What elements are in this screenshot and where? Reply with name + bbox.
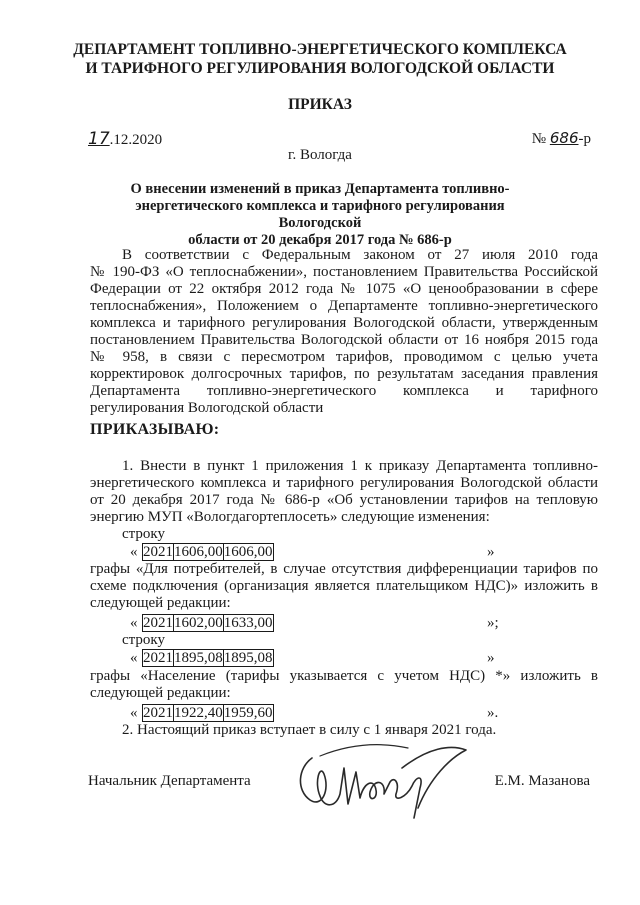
city: г. Вологда	[288, 147, 352, 163]
preamble-line: Федерации от 22 октября 2012 года № 1075 «О ценообразовании в сфере	[90, 281, 598, 297]
graph-2-paragraph	[90, 668, 598, 702]
graph-2-line: графы «Население (тарифы указывается с учетом НДС) *» изложить в	[90, 668, 598, 684]
item-1-line: от 20 декабря 2017 года № 686-р «Об установлении тарифов на тепловую	[90, 492, 598, 508]
row-label: строку	[122, 526, 165, 542]
quote-open: «	[130, 615, 138, 631]
preamble-line: регулирования Вологодской области	[90, 400, 324, 416]
preamble-line: постановлением Правительства Вологодской области от 16 ноября 2015 года	[90, 332, 598, 348]
preamble-line: теплоснабжения», Положением о Департаменте топливно-энергетического	[90, 298, 598, 314]
preamble-line: В соответствии с Федеральным законом от 27 июля 2010 года	[122, 247, 598, 263]
quote-close: »;	[487, 615, 499, 631]
quote-open: «	[130, 650, 138, 666]
signatory-position: Начальник Департамента	[88, 773, 251, 789]
item-1-line: 1. Внести в пункт 1 приложения 1 к приказу Департамента топливно-	[122, 458, 598, 474]
date-handwritten-day: 17	[88, 129, 110, 149]
tariff-table	[142, 543, 274, 561]
department-header	[0, 40, 640, 78]
value-cell: 1895,08	[223, 650, 273, 666]
graph-1-line: следующей редакции:	[90, 595, 231, 611]
preamble-line: № 190-ФЗ «О теплоснабжении», постановлением Правительства Российской	[90, 264, 598, 280]
subject-line: О внесении изменений в приказ Департамента топливно-	[130, 181, 510, 197]
document-type: ПРИКАЗ	[288, 96, 352, 113]
quote-close: ».	[487, 705, 499, 721]
item-2-line: 2. Настоящий приказ вступает в силу с 1 января 2021 года.	[122, 722, 497, 738]
graph-1-line: схеме подключения (организация является плательщиком НДС)» изложить в	[90, 578, 598, 594]
subject-line: энергетического комплекса и тарифного регулирования Вологодской	[135, 198, 505, 231]
preamble-paragraph	[90, 247, 598, 417]
order-word: ПРИКАЗЫВАЮ:	[90, 421, 220, 438]
number-suffix: -р	[578, 131, 591, 147]
year-cell: 2021	[143, 615, 173, 631]
date-suffix: .12.2020	[109, 132, 163, 148]
quote-open: «	[130, 544, 138, 560]
value-cell: 1959,60	[223, 705, 273, 721]
number-handwritten: 686	[549, 129, 579, 147]
item-1-line: энергетического комплекса и тарифного регулирования Вологодской области	[90, 475, 598, 491]
tariff-table	[142, 704, 274, 722]
handwritten-signature	[290, 738, 480, 833]
preamble-line: Департамента топливно-энергетического комплекса и тарифного	[90, 383, 598, 399]
graph-1-paragraph	[90, 561, 598, 612]
order-number	[532, 129, 591, 148]
quote-open: «	[130, 705, 138, 721]
year-cell: 2021	[143, 705, 173, 721]
number-prefix: №	[531, 131, 547, 147]
value-cell: 1922,40	[174, 705, 223, 721]
signatory-name: Е.М. Мазанова	[494, 773, 590, 789]
department-line-2: И ТАРИФНОГО РЕГУЛИРОВАНИЯ ВОЛОГОДСКОЙ ОБЛАСТИ	[85, 60, 555, 77]
year-cell: 2021	[143, 650, 173, 666]
order-subject	[120, 181, 520, 249]
tariff-table	[142, 614, 274, 632]
value-cell: 1606,00	[223, 544, 273, 560]
year-cell: 2021	[143, 544, 173, 560]
item-2-paragraph	[90, 722, 598, 739]
tariff-table	[142, 649, 274, 667]
item-1-line: энергию МУП «Вологдагортеплосеть» следующие изменения:	[90, 509, 490, 525]
quote-close: »	[487, 650, 495, 666]
value-cell: 1895,08	[174, 650, 223, 666]
value-cell: 1602,00	[174, 615, 223, 631]
graph-1-line: графы «Для потребителей, в случае отсутствия дифференциации тарифов по	[90, 561, 598, 577]
item-1-paragraph	[90, 458, 598, 526]
value-cell: 1606,00	[174, 544, 223, 560]
department-line-1: ДЕПАРТАМЕНТ ТОПЛИВНО-ЭНЕРГЕТИЧЕСКОГО КОМПЛЕКСА	[73, 41, 567, 58]
preamble-line: комплекса и тарифного регулирования Вологодской области, утвержденным	[90, 315, 598, 331]
value-cell: 1633,00	[223, 615, 273, 631]
preamble-line: № 958, в связи с пересмотром тарифов, проводимом с целью учета	[90, 349, 598, 365]
order-date	[88, 129, 162, 149]
graph-2-line: следующей редакции:	[90, 685, 231, 701]
subject-line: области от 20 декабря 2017 года № 686-р	[188, 232, 452, 248]
preamble-line: корректировок долгосрочных тарифов, по результатам заседания правления	[90, 366, 598, 382]
row-label: строку	[122, 632, 165, 648]
quote-close: »	[487, 544, 495, 560]
